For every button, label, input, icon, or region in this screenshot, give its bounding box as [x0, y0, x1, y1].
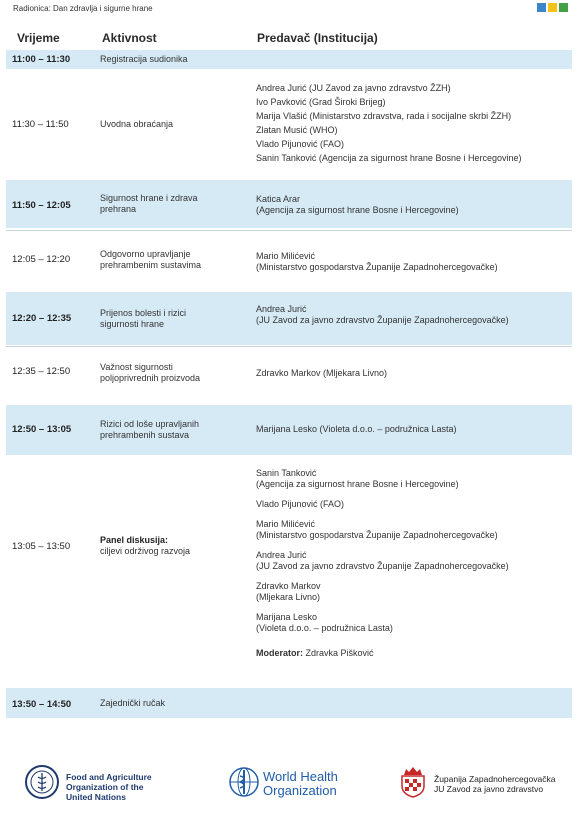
col-presenter: Predavač (Institucija): [257, 31, 378, 45]
zzh-line: JU Zavod za javno zdravstvo: [434, 784, 544, 794]
row-presenters: [256, 468, 576, 659]
presenter-line: (Ministarstvo gospodarstva Županije Zapadnohercegovačke): [256, 262, 498, 272]
presenter-line: Marijana Lesko: [256, 612, 318, 622]
table-row: [6, 231, 572, 289]
presenter-line: (JU Zavod za javno zdravstvo Županije Zapadnohercegovačke): [256, 561, 509, 571]
presenter-line: Sanin Tanković: [256, 468, 317, 478]
presenter-line: (Agencija za sigurnost hrane Bosne i Hercegovine): [256, 205, 459, 215]
row-time: 13:50 – 14:50: [12, 699, 72, 710]
row-time: 12:05 – 12:20: [12, 254, 71, 265]
presenter-line: (Violeta d.o.o. – podružnica Lasta): [256, 623, 393, 633]
presenter-line: Ivo Pavković (Grad Široki Brijeg): [256, 97, 386, 107]
row-presenters: [256, 424, 576, 435]
presenter-line: Zdravko Markov (Mljekara Livno): [256, 368, 388, 378]
table-row: [6, 688, 572, 718]
presenter-line: Katica Arar: [256, 194, 301, 204]
col-time: Vrijeme: [17, 31, 60, 45]
row-activity: Sigurnost hrane i zdrava prehrana: [100, 193, 198, 214]
row-time: 12:50 – 13:05: [12, 424, 72, 435]
presenter-line: Andrea Jurić: [256, 304, 307, 314]
who-line: World Health: [263, 769, 338, 784]
moderator-name: Zdravka Pišković: [305, 648, 374, 658]
row-activity: Prijenos bolesti i rizici sigurnosti hrane: [100, 308, 187, 329]
color-squares: [537, 3, 568, 12]
col-activity: Aktivnost: [102, 31, 157, 45]
row-activity: Uvodna obraćanja: [100, 119, 174, 129]
zzh-line: Županija Zapadnohercegovačka: [434, 774, 556, 784]
who-name: [263, 770, 338, 798]
presenter-line: Zdravko Markov: [256, 581, 321, 591]
row-time: 12:20 – 12:35: [12, 313, 72, 324]
presenter-line: (Agencija za sigurnost hrane Bosne i Hercegovine): [256, 479, 459, 489]
presenter-line: Sanin Tanković (Agencija za sigurnost hrane Bosne i Hercegovine): [256, 153, 522, 163]
document-title: Radionica: Dan zdravlja i sigurne hrane: [13, 4, 153, 13]
footer-logos: [0, 758, 578, 818]
moderator-label: Moderator:: [256, 648, 303, 658]
presenter-line: Andrea Jurić (JU Zavod za javno zdravstvo ŽZH): [256, 83, 451, 93]
presenter-line: Mario Milićević: [256, 251, 316, 261]
who-line: Organization: [263, 783, 337, 798]
presenter-line: Marija Vlašić (Ministarstvo zdravstva, rada i socijalne skrbi ŽZH): [256, 111, 512, 121]
row-activity: Zajednički ručak: [100, 698, 166, 708]
row-activity: Važnost sigurnosti poljoprivrednih proizvoda: [100, 362, 201, 383]
fao-emblem-icon: [24, 764, 60, 800]
presenter-line: Vlado Pijunović (FAO): [256, 499, 345, 509]
who-emblem-icon: [228, 766, 260, 798]
presenter-line: Zlatan Musić (WHO): [256, 125, 338, 135]
fao-line: Organization of the: [66, 782, 144, 792]
coat-of-arms-icon: [398, 766, 428, 798]
row-presenters: [256, 251, 576, 273]
presenter-line: Andrea Jurić: [256, 550, 307, 560]
zzh-logo: [398, 766, 428, 798]
table-row: [6, 347, 572, 402]
presenter-line: Vlado Pijunović (FAO): [256, 139, 345, 149]
blue-square: [537, 3, 546, 12]
presenter-line: Marijana Lesko (Violeta d.o.o. – podružnica Lasta): [256, 424, 457, 434]
row-time: 12:35 – 12:50: [12, 366, 71, 377]
row-presenters: [256, 81, 576, 165]
presenter-line: (Mljekara Livno): [256, 592, 321, 602]
row-presenters: [256, 304, 576, 326]
table-row: [6, 70, 572, 178]
yellow-square: [548, 3, 557, 12]
row-activity: Rizici od loše upravljanih prehrambenih sustava: [100, 419, 200, 440]
table-row: [6, 292, 572, 345]
row-time: 11:50 – 12:05: [12, 200, 71, 211]
panel-title: Panel diskusija:: [100, 535, 169, 545]
table-header: [12, 31, 566, 49]
row-presenters: [256, 194, 576, 216]
zzh-name: [434, 774, 555, 794]
row-activity: [100, 535, 245, 557]
green-square: [559, 3, 568, 12]
row-activity: Registracija sudionika: [100, 54, 188, 64]
presenter-line: (JU Zavod za javno zdravstvo Županije Zapadnohercegovačke): [256, 315, 509, 325]
fao-line: Food and Agriculture: [66, 772, 152, 782]
fao-line: United Nations: [66, 792, 126, 802]
fao-name: [66, 772, 152, 802]
row-time: 11:00 – 11:30: [12, 54, 71, 65]
panel-subtitle: ciljevi održivog razvoja: [100, 546, 191, 556]
presenter-line: (Ministarstvo gospodarstva Županije Zapadnohercegovačke): [256, 530, 498, 540]
presenter-line: Mario Milićević: [256, 519, 316, 529]
fao-logo: [24, 764, 60, 800]
moderator-line: [256, 648, 576, 659]
row-time: 11:30 – 11:50: [12, 119, 69, 130]
table-row: [6, 405, 572, 455]
table-row: [6, 180, 572, 228]
who-logo: [228, 766, 260, 798]
row-activity: Odgovorno upravljanje prehrambenim sustavima: [100, 249, 202, 270]
table-row: [6, 457, 572, 685]
table-row: [6, 50, 572, 69]
row-presenters: [256, 368, 576, 379]
row-time: 13:05 – 13:50: [12, 541, 71, 552]
